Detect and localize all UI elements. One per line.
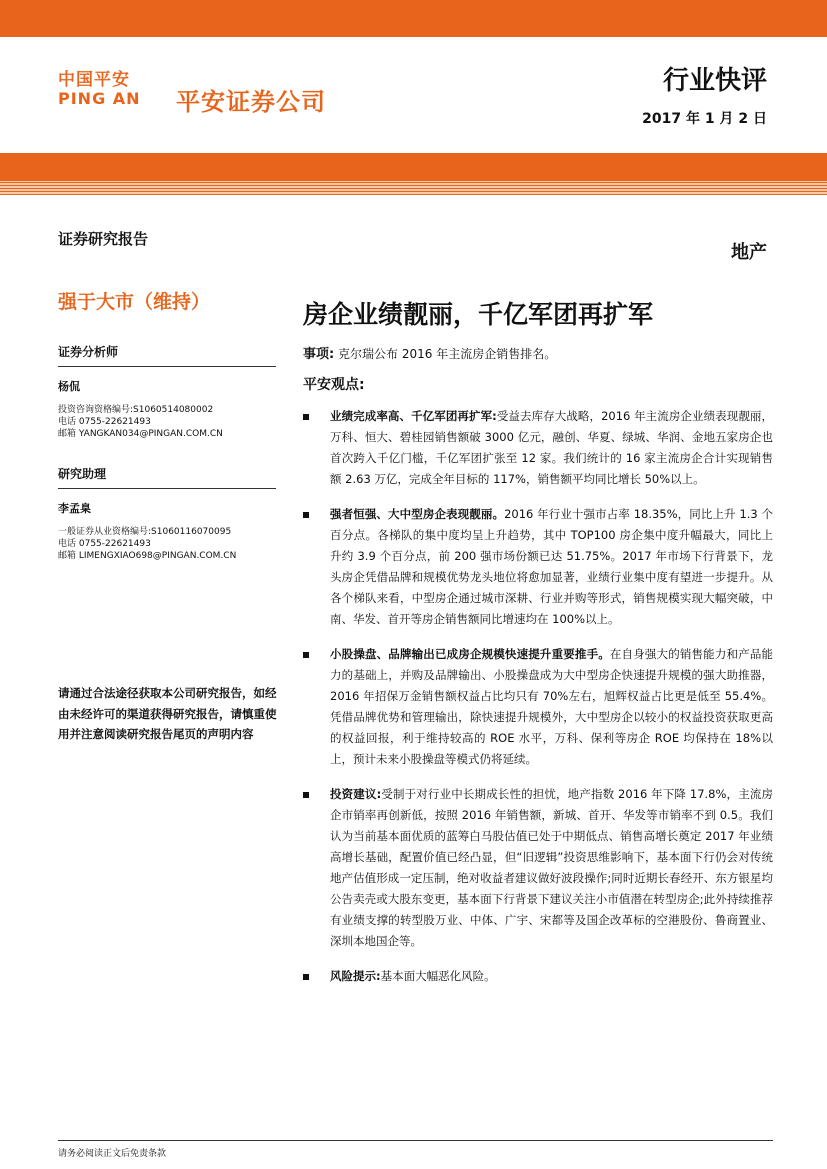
point-item: [303, 644, 773, 770]
industry-label: 地产: [731, 242, 767, 263]
analyst-heading: 证券分析师: [58, 343, 276, 367]
analyst-email: 邮箱 YANGKAN034@PINGAN.COM.CN: [58, 429, 223, 439]
point-bold: 风险提示:: [330, 969, 381, 983]
header-band-stripes: [0, 181, 827, 195]
event-text: 克尔瑞公布 2016 年主流房企销售排名。: [338, 347, 557, 361]
legal-notice: 请通过合法途径获取本公司研究报告，如经由未经许可的渠道获得研究报告，请慎重使用并注意阅读研究报告尾页的声明内容: [58, 686, 277, 741]
square-bullet-icon: [303, 414, 309, 420]
point-bold: 投资建议:: [330, 787, 382, 801]
assistant-cert: 一般证券从业资格编号:S1060116070095: [58, 527, 232, 537]
analyst-phone: 电话 0755-22621493: [58, 417, 151, 427]
main-content: [303, 345, 773, 987]
point-text: 在自身强大的销售能力和产品能力的基础上，并购及品牌输出、小股操盘成为大中型房企快速提升规模的强大助推器，2016 年招保万金销售额权益占比均只有 70%左右，旭辉权益占比更是低至 55.4%。凭借品牌优势和管理输出，除快速提升规模外，大中型房企以较小的权益投资获取更高的权益回报，利于维持较高的 ROE 水平，万科、保利等房企 ROE 均保持在 18%以上，预计未来小股操盘等模式仍将延续。: [330, 647, 773, 766]
assistant-email: 邮箱 LIMENGXIAO698@PINGAN.COM.CN: [58, 551, 237, 561]
point-text: 基本面大幅恶化风险。: [380, 969, 496, 983]
point-bold: 业绩完成率高、千亿军团再扩军:: [330, 409, 497, 423]
view-heading: 平安观点:: [303, 377, 365, 393]
assistant-name: 李孟臬: [58, 502, 91, 515]
document-date: 2017 年 1 月 2 日: [642, 111, 767, 127]
point-bold: 小股操盘、品牌输出已成房企规模快速提升重要推手。: [330, 647, 610, 661]
square-bullet-icon: [303, 974, 309, 980]
footer-disclaimer: 请务必阅读正文后免责条款: [58, 1149, 167, 1159]
point-text: 受制于对行业中长期成长性的担忧，地产指数 2016 年下降 17.8%，主流房企市销率再创新低，按照 2016 年销售额，新城、首开、华发等市销率不到 0.5。我们认为当前基本面优质的蓝筹白马股估值已处于中期低点、销售高增长奠定 2017 年业绩高增长基础，配置价值已经凸显，但“旧逻辑”投资思维影响下，基本面下行仍会对传统地产估值形成一定压制，绝对收益者建议做好波段操作;同时近期长春经开、东方银星均公告卖壳或大股东变更，基本面下行背景下建议关注小市值潜在转型房企;此外持续推荐有业绩支撑的转型股万业、中体、广宇、宋都等及国企改革标的空港股份、鲁商置业、深圳本地国企等。: [330, 787, 773, 948]
report-category: 证券研究报告: [58, 230, 149, 248]
logo-chinese-text: 中国平安: [58, 70, 130, 90]
event-label: 事项:: [303, 347, 335, 362]
company-name: 平安证券公司: [176, 88, 326, 116]
point-item: [303, 966, 773, 987]
square-bullet-icon: [303, 652, 309, 658]
point-text: 2016 年行业十强市占率 18.35%，同比上升 1.3 个百分点。各梯队的集中度均呈上升趋势，其中 TOP100 房企集中度升幅最大，同比上升约 3.9 个百分点，前 200 强市场份额已达 51.75%。2017 年市场下行背景下，龙头房企凭借品牌和规模优势龙头地位将愈加显著，业绩行业集中度有望进一步提升。从各个梯队来看，中型房企通过城市深耕、行业并购等形式，销售规模实现大幅突破，中南、华发、首开等房企销售额同比增速均在 100%以上。: [330, 507, 773, 626]
point-item: [303, 784, 773, 952]
document-type: 行业快评: [662, 66, 767, 96]
assistant-block: [58, 465, 276, 562]
assistant-heading: 研究助理: [58, 465, 276, 489]
point-item: [303, 504, 773, 630]
point-bold: 强者恒强、大中型房企表现靓丽。: [330, 507, 505, 521]
footer-divider: [58, 1140, 773, 1141]
square-bullet-icon: [303, 512, 309, 518]
analyst-block: [58, 343, 276, 440]
top-color-bar: [0, 0, 827, 37]
point-item: [303, 406, 773, 490]
analyst-name: 杨侃: [58, 380, 80, 393]
assistant-phone: 电话 0755-22621493: [58, 539, 151, 549]
logo-english-text: PING AN: [58, 89, 141, 108]
analyst-cert: 投资咨询资格编号:S1060514080002: [58, 405, 214, 415]
header-band: [0, 153, 827, 181]
point-text: 受益去库存大战略，2016 年主流房企业绩表现靓丽，万科、恒大、碧桂园销售额破 3000 亿元，融创、华夏、绿城、华润、金地五家房企也首次跨入千亿门槛，千亿军团扩张至 12 家。我们统计的 16 家主流房企合计实现销售额 2.63 万亿，完成全年目标的 117%，销售额平均同比增长 50%以上。: [330, 409, 773, 486]
rating-label: 强于大市（维持）: [58, 291, 211, 313]
square-bullet-icon: [303, 792, 309, 798]
event-line: [303, 345, 773, 364]
report-title: 房企业绩靓丽，千亿军团再扩军: [303, 300, 654, 329]
